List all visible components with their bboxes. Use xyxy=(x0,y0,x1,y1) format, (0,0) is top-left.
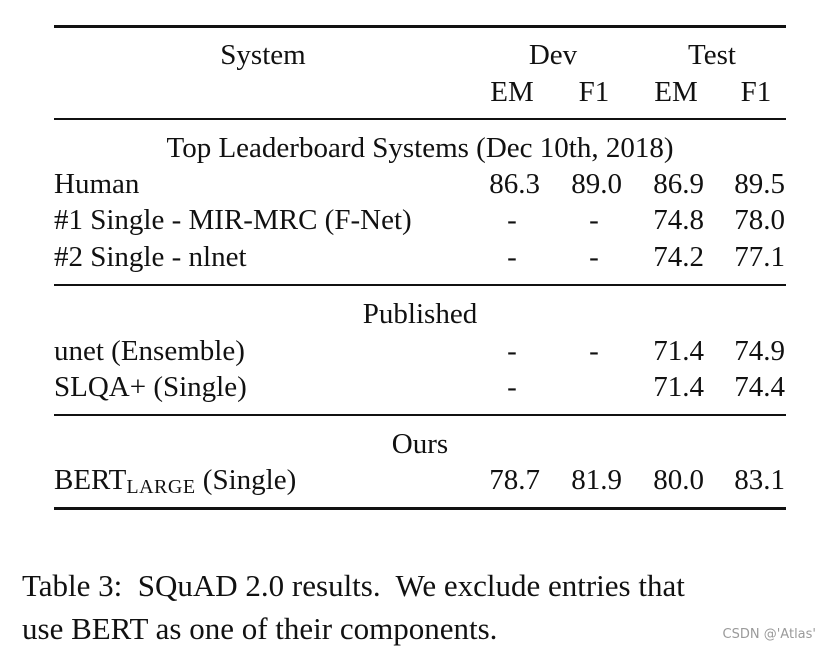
section-title-ours: Ours xyxy=(391,428,449,460)
cell-dev-em: - xyxy=(507,371,517,403)
section-title-leaderboard: Top Leaderboard Systems (Dec 10th, 2018) xyxy=(166,132,674,164)
cell-dev-em: - xyxy=(507,335,517,367)
header-rule xyxy=(54,118,786,120)
section-rule-ours xyxy=(54,414,786,416)
header-dev: Dev xyxy=(528,39,578,71)
cell-test-em: 74.8 xyxy=(653,204,704,236)
header-dev-em: EM xyxy=(490,76,534,108)
row-system: #2 Single - nlnet xyxy=(54,241,247,273)
cell-test-em: 71.4 xyxy=(653,335,704,367)
header-system: System xyxy=(220,39,306,71)
row-system: Human xyxy=(54,168,140,200)
cell-test-f1: 77.1 xyxy=(734,241,785,273)
system-name-variant: (Single) xyxy=(195,464,297,496)
cell-test-f1: 74.9 xyxy=(734,335,785,367)
cell-dev-f1: 89.0 xyxy=(571,168,622,200)
watermark: CSDN @'Atlas' xyxy=(722,627,816,642)
row-system: SLQA+ (Single) xyxy=(54,371,247,403)
cell-dev-f1: - xyxy=(589,204,599,236)
section-title-published: Published xyxy=(362,298,478,330)
cell-dev-f1: 81.9 xyxy=(571,464,622,496)
cell-test-f1: 89.5 xyxy=(734,168,785,200)
header-test: Test xyxy=(688,39,736,71)
cell-test-em: 71.4 xyxy=(653,371,704,403)
row-system xyxy=(54,463,296,504)
header-dev-f1: F1 xyxy=(578,76,610,108)
header-test-em: EM xyxy=(654,76,698,108)
cell-test-f1: 83.1 xyxy=(734,464,785,496)
cell-dev-em: - xyxy=(507,241,517,273)
cell-dev-em: 78.7 xyxy=(489,464,540,496)
system-name-bert: BERT xyxy=(54,464,127,496)
cell-dev-em: 86.3 xyxy=(489,168,540,200)
cell-test-em: 86.9 xyxy=(653,168,704,200)
cell-dev-em: - xyxy=(507,204,517,236)
table-top-rule xyxy=(54,25,786,28)
header-test-f1: F1 xyxy=(740,76,772,108)
cell-dev-f1: - xyxy=(589,335,599,367)
table-bottom-rule xyxy=(54,507,786,510)
row-system: unet (Ensemble) xyxy=(54,335,245,367)
cell-test-em: 74.2 xyxy=(653,241,704,273)
system-name-subscript: LARGE xyxy=(126,476,196,498)
cell-test-f1: 78.0 xyxy=(734,204,785,236)
table-caption-line-2: use BERT as one of their components. xyxy=(22,611,498,646)
cell-test-em: 80.0 xyxy=(653,464,704,496)
row-system: #1 Single - MIR-MRC (F-Net) xyxy=(54,204,412,236)
cell-dev-f1: - xyxy=(589,241,599,273)
section-rule-published xyxy=(54,284,786,286)
cell-test-f1: 74.4 xyxy=(734,371,785,403)
table-caption-line-1: Table 3: SQuAD 2.0 results. We exclude entries that xyxy=(22,568,685,603)
